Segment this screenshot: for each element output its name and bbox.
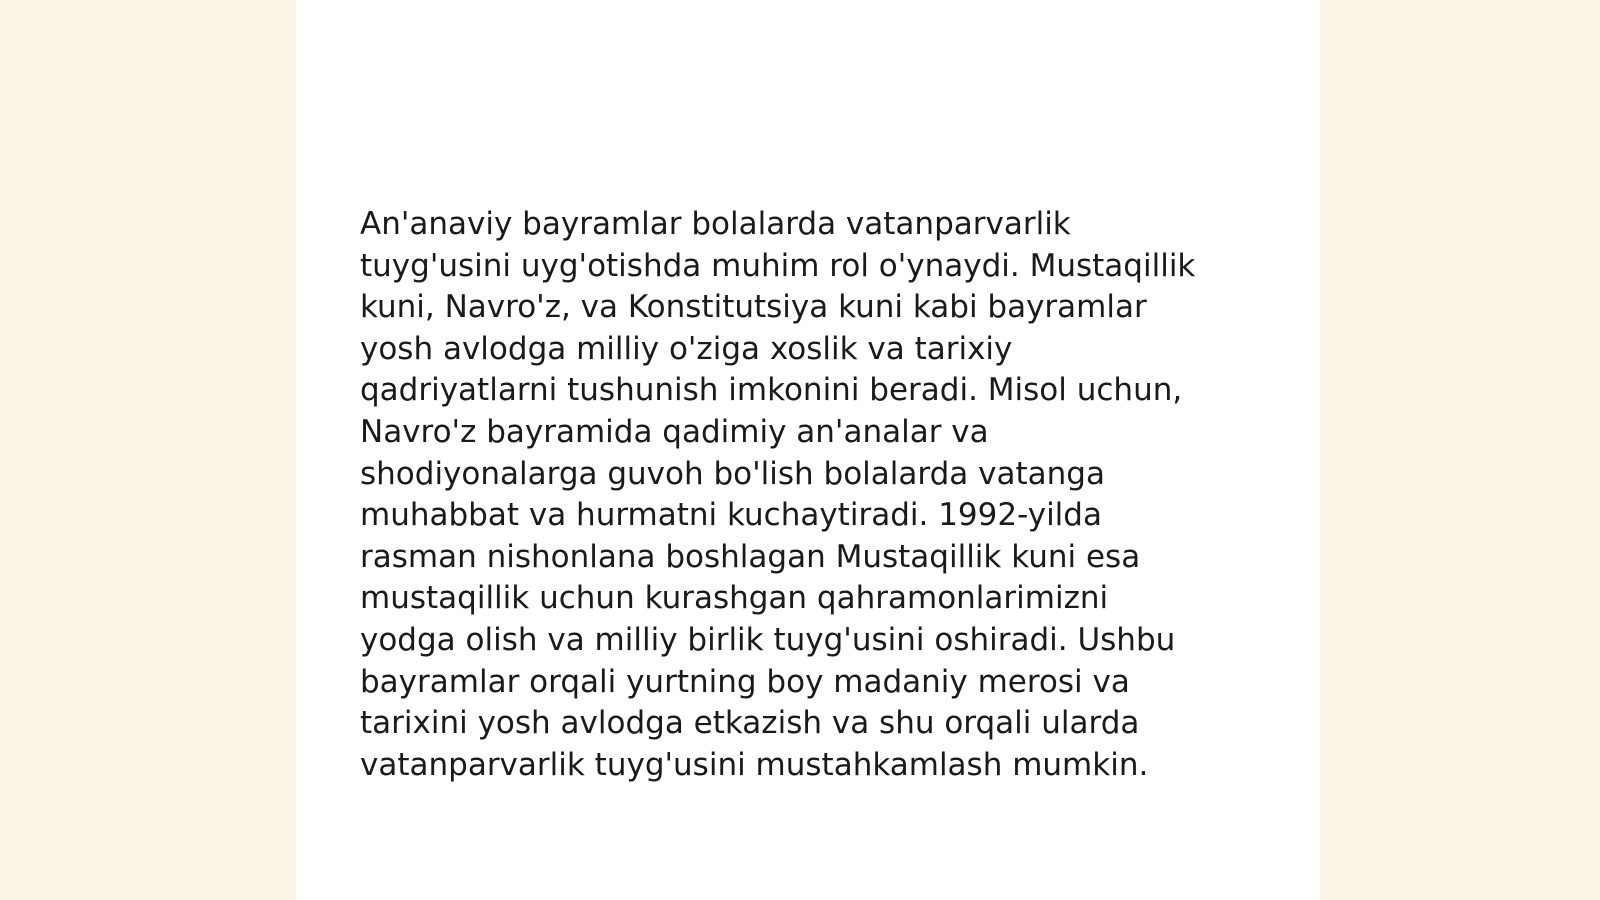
body-paragraph [360,204,1260,786]
paragraph-line-14: vatanparvarlik tuyg'usini mustahkamlash mumkin. [360,746,1149,783]
paragraph-line-9: rasman nishonlana boshlagan Mustaqillik kuni esa [360,538,1141,575]
paragraph-line-4: yosh avlodga milliy o'ziga xoslik va tarixiy [360,330,1013,367]
paragraph-line-10: mustaqillik uchun kurashgan qahramonlarimizni [360,580,1109,617]
paragraph-line-11: yodga olish va milliy birlik tuyg'usini oshiradi. Ushbu [360,621,1176,658]
paragraph-line-7: shodiyonalarga guvoh bo'lish bolalarda vatanga [360,455,1105,492]
document-page [296,0,1320,900]
paragraph-line-8: muhabbat va hurmatni kuchaytiradi. 1992-yilda [360,497,1102,534]
paragraph-line-5: qadriyatlarni tushunish imkonini beradi. Misol uchun, [360,372,1183,409]
paragraph-line-6: Navro'z bayramida qadimiy an'analar va [360,413,989,450]
paragraph-line-13: tarixini yosh avlodga etkazish va shu orqali ularda [360,705,1140,742]
paragraph-line-1: An'anaviy bayramlar bolalarda vatanparvarlik [360,206,1071,242]
paragraph-line-2: tuyg'usini uyg'otishda muhim rol o'ynaydi. Mustaqillik [360,247,1196,284]
paragraph-line-12: bayramlar orqali yurtning boy madaniy merosi va [360,663,1130,700]
paragraph-line-3: kuni, Navro'z, va Konstitutsiya kuni kabi bayramlar [360,289,1147,326]
